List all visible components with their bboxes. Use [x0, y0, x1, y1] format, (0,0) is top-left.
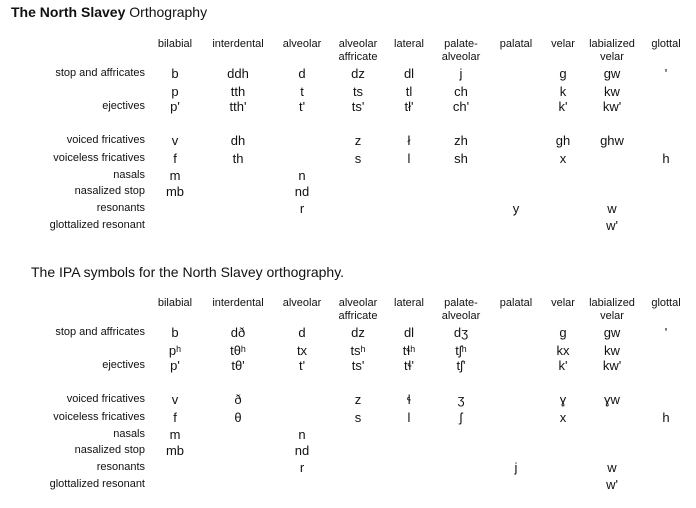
- symbol-cell: ghw: [600, 133, 624, 148]
- row-label: nasalized stop: [74, 444, 145, 456]
- ipa-title: The IPA symbols for the North Slavey orthography.: [31, 264, 345, 280]
- column-header: [283, 38, 322, 51]
- symbol-cell: kw: [604, 84, 620, 99]
- column-header-line1: interdental: [212, 38, 264, 50]
- column-header-line2: affricate: [338, 310, 378, 322]
- column-header: [339, 38, 378, 64]
- symbol-cell: ł: [407, 133, 411, 148]
- row-label: ejectives: [102, 100, 145, 112]
- column-header: [551, 38, 575, 51]
- symbol-cell: n: [298, 168, 306, 183]
- column-header-line1: bilabial: [157, 38, 193, 50]
- symbol-cell: k: [559, 84, 567, 99]
- symbol-cell: p': [170, 358, 180, 373]
- column-header: [212, 297, 263, 310]
- symbol-cell: f: [173, 410, 177, 425]
- symbol-cell: n: [298, 427, 306, 442]
- row-label: glottalized resonant: [49, 478, 145, 490]
- symbol-cell: ʃ: [459, 410, 463, 425]
- column-header-line2: velar: [600, 51, 624, 63]
- symbol-cell: z: [354, 133, 362, 148]
- column-header-line1: alveolar: [338, 297, 378, 309]
- symbol-cell: dl: [403, 325, 415, 340]
- column-header: [212, 38, 263, 51]
- column-header: [500, 38, 532, 51]
- symbol-cell: dð: [230, 325, 246, 340]
- column-header-line2: alveolar: [441, 51, 481, 63]
- symbol-cell: kx: [556, 343, 570, 358]
- symbol-cell: t': [298, 358, 306, 373]
- column-header: [589, 38, 635, 64]
- symbol-cell: nd: [294, 184, 310, 199]
- symbol-cell: p: [171, 84, 179, 99]
- row-label: voiceless fricatives: [53, 411, 145, 423]
- symbol-cell: ɬ: [407, 392, 411, 407]
- symbol-cell: tx: [296, 343, 308, 358]
- symbol-cell: ': [664, 325, 668, 340]
- column-header: [158, 297, 192, 310]
- symbol-cell: ': [664, 66, 668, 81]
- symbol-cell: ɣw: [604, 392, 620, 407]
- column-header-line1: labialized: [589, 297, 635, 309]
- symbol-cell: k': [558, 358, 568, 373]
- column-header-line2: velar: [600, 310, 624, 322]
- symbol-cell: tɬ': [403, 358, 415, 373]
- column-header: [339, 297, 378, 323]
- symbol-cell: tł': [404, 99, 414, 114]
- column-header-line1: alveolar: [282, 297, 322, 309]
- symbol-cell: ch: [454, 84, 468, 99]
- symbol-cell: gw: [603, 325, 621, 340]
- column-header: [551, 297, 575, 310]
- symbol-cell: m: [169, 427, 181, 442]
- symbol-cell: z: [354, 392, 362, 407]
- symbol-cell: kw': [602, 99, 622, 114]
- symbol-cell: b: [171, 325, 179, 340]
- row-label: voiced fricatives: [66, 134, 145, 146]
- symbol-cell: t: [300, 84, 304, 99]
- row-label: ejectives: [102, 359, 145, 371]
- symbol-cell: ts': [351, 99, 365, 114]
- column-header-line1: velar: [551, 297, 575, 309]
- symbol-cell: r: [299, 460, 305, 475]
- symbol-cell: ð: [234, 392, 242, 407]
- row-label: resonants: [96, 202, 145, 214]
- symbol-cell: mb: [165, 184, 185, 199]
- column-header-line1: lateral: [394, 297, 424, 309]
- symbol-cell: x: [559, 410, 567, 425]
- column-header-line1: alveolar: [282, 38, 322, 50]
- symbol-cell: s: [354, 151, 362, 166]
- row-label: stop and affricates: [55, 67, 145, 79]
- symbol-cell: j: [459, 66, 463, 81]
- column-header: [500, 297, 532, 310]
- row-label: voiceless fricatives: [53, 152, 145, 164]
- row-label: voiced fricatives: [66, 393, 145, 405]
- symbol-cell: tth': [229, 99, 247, 114]
- symbol-cell: l: [407, 151, 411, 166]
- symbol-cell: g: [559, 325, 567, 340]
- column-header: [158, 38, 192, 51]
- column-header-line1: alveolar: [338, 38, 378, 50]
- symbol-cell: tsʰ: [350, 343, 366, 358]
- symbol-cell: gw: [603, 66, 621, 81]
- symbol-cell: j: [514, 460, 518, 475]
- symbol-cell: pʰ: [168, 343, 182, 358]
- orthography-title: [11, 4, 207, 20]
- column-header-line1: palatal: [499, 297, 533, 309]
- symbol-cell: mb: [165, 443, 185, 458]
- symbol-cell: dz: [351, 66, 365, 81]
- symbol-cell: nd: [294, 443, 310, 458]
- symbol-cell: w': [606, 218, 618, 233]
- symbol-cell: ʒ: [457, 392, 465, 407]
- column-header: [651, 38, 680, 51]
- title-bold-part: The North Slavey: [11, 4, 126, 20]
- symbol-cell: kw: [604, 343, 620, 358]
- column-header-line2: affricate: [338, 51, 378, 63]
- symbol-cell: f: [173, 151, 177, 166]
- symbol-cell: h: [662, 151, 670, 166]
- symbol-cell: ts': [351, 358, 365, 373]
- symbol-cell: tʃ': [456, 358, 466, 373]
- column-header-line1: bilabial: [157, 297, 193, 309]
- row-label: nasalized stop: [74, 185, 145, 197]
- symbol-cell: h: [662, 410, 670, 425]
- symbol-cell: tth: [230, 84, 246, 99]
- symbol-cell: tθ': [231, 358, 245, 373]
- symbol-cell: d: [298, 66, 306, 81]
- symbol-cell: v: [171, 392, 179, 407]
- column-header-line1: labialized: [589, 38, 635, 50]
- column-header: [442, 38, 481, 64]
- symbol-cell: tʃʰ: [455, 343, 467, 358]
- symbol-cell: l: [407, 410, 411, 425]
- column-header-line1: velar: [551, 38, 575, 50]
- symbol-cell: b: [171, 66, 179, 81]
- column-header-line1: palatal: [499, 38, 533, 50]
- symbol-cell: v: [171, 133, 179, 148]
- symbol-cell: tθʰ: [230, 343, 246, 358]
- symbol-cell: r: [299, 201, 305, 216]
- symbol-cell: t': [298, 99, 306, 114]
- column-header: [394, 38, 424, 51]
- symbol-cell: kw': [602, 358, 622, 373]
- symbol-cell: dh: [230, 133, 246, 148]
- symbol-cell: w': [606, 477, 618, 492]
- symbol-cell: dl: [403, 66, 415, 81]
- symbol-cell: dʒ: [453, 325, 469, 340]
- symbol-cell: zh: [454, 133, 468, 148]
- symbol-cell: tl: [405, 84, 413, 99]
- symbol-cell: dz: [351, 325, 365, 340]
- symbol-cell: d: [298, 325, 306, 340]
- row-label: resonants: [96, 461, 145, 473]
- symbol-cell: ts: [352, 84, 364, 99]
- column-header: [442, 297, 481, 323]
- symbol-cell: ɣ: [559, 392, 567, 407]
- symbol-cell: gh: [555, 133, 571, 148]
- title-rest-part: Orthography: [125, 4, 208, 20]
- row-label: nasals: [113, 169, 145, 181]
- row-label: nasals: [113, 428, 145, 440]
- column-header-line1: glottal: [651, 297, 681, 309]
- column-header: [283, 297, 322, 310]
- symbol-cell: sh: [454, 151, 468, 166]
- symbol-cell: s: [354, 410, 362, 425]
- row-label: stop and affricates: [55, 326, 145, 338]
- column-header-line2: alveolar: [441, 310, 481, 322]
- row-label: glottalized resonant: [49, 219, 145, 231]
- symbol-cell: m: [169, 168, 181, 183]
- symbol-cell: p': [170, 99, 180, 114]
- column-header: [651, 297, 680, 310]
- symbol-cell: w: [607, 460, 617, 475]
- symbol-cell: y: [512, 201, 520, 216]
- symbol-cell: th: [232, 151, 244, 166]
- symbol-cell: ch': [452, 99, 470, 114]
- symbol-cell: k': [558, 99, 568, 114]
- column-header-line1: lateral: [394, 38, 424, 50]
- column-header-line1: interdental: [212, 297, 264, 309]
- column-header-line1: glottal: [651, 38, 681, 50]
- symbol-cell: ddh: [227, 66, 249, 81]
- symbol-cell: g: [559, 66, 567, 81]
- column-header-line1: palate-: [444, 297, 478, 309]
- column-header: [589, 297, 635, 323]
- column-header: [394, 297, 424, 310]
- symbol-cell: w: [607, 201, 617, 216]
- symbol-cell: tɬʰ: [402, 343, 416, 358]
- symbol-cell: x: [559, 151, 567, 166]
- symbol-cell: θ: [234, 410, 242, 425]
- column-header-line1: palate-: [444, 38, 478, 50]
